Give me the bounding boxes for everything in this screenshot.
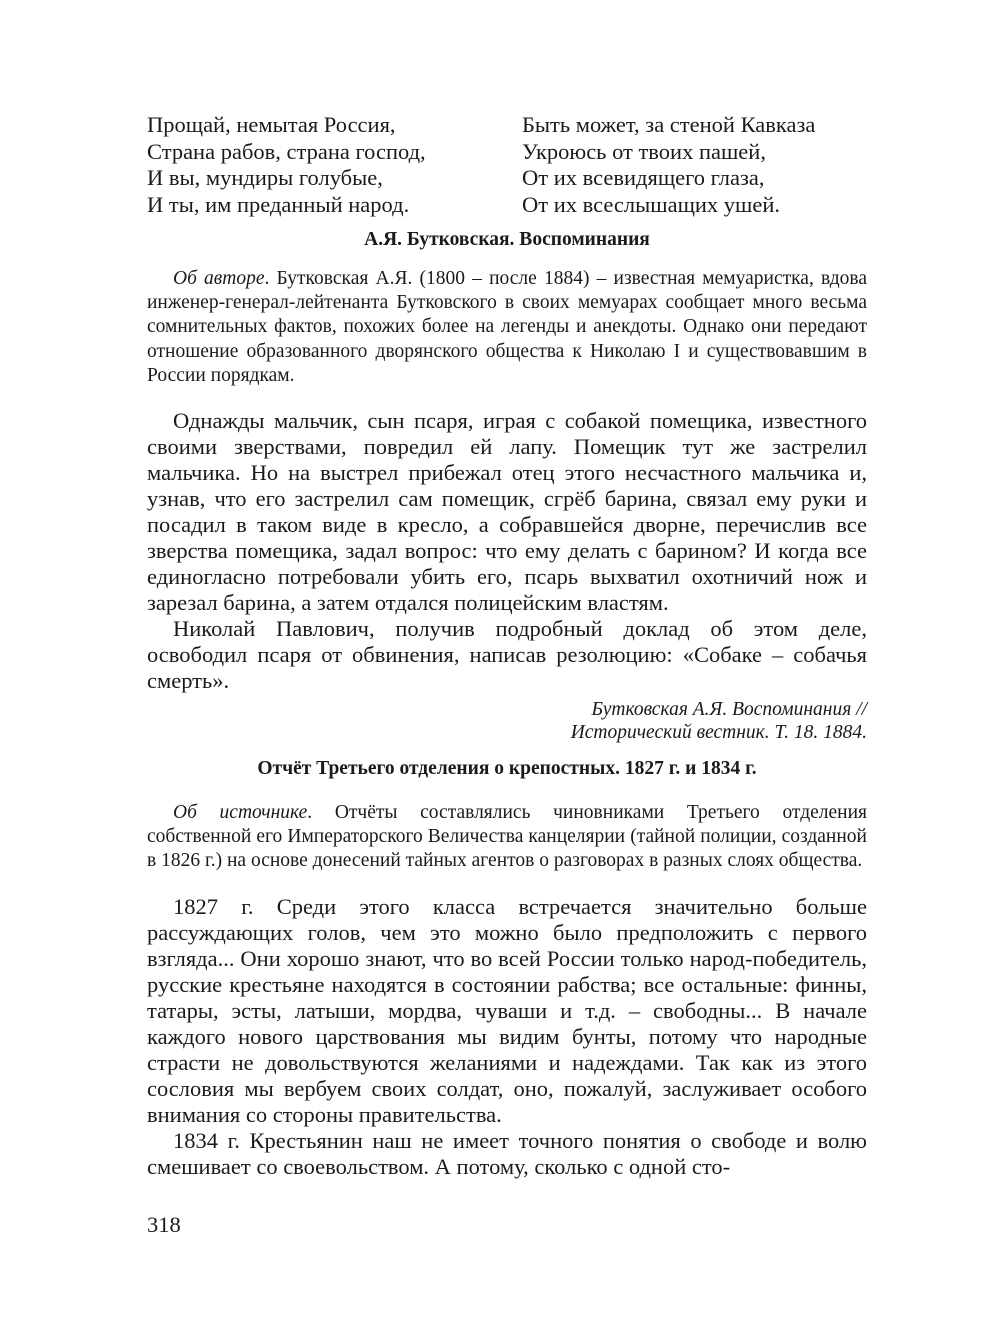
poem-line: Быть может, за стеной Кавказа bbox=[522, 112, 816, 137]
citation-line: Бутковская А.Я. Воспоминания // bbox=[591, 699, 867, 721]
poem-line: От их всевидящего глаза, bbox=[522, 165, 765, 190]
page-number: 318 bbox=[147, 1212, 181, 1237]
citation-line: Исторический вестник. Т. 18. 1884. bbox=[570, 721, 867, 743]
poem-line: Страна рабов, страна господ, bbox=[147, 138, 426, 164]
page-content bbox=[147, 112, 867, 1180]
about-text: . Отчёты составлялись чиновниками Третьего отделения собственной его Императорского Величества канцелярии (тайной полиции, созданной в 1826 г.) на основе донесений тайных агентов о разговорах в разных слоях общества. bbox=[147, 802, 867, 872]
poem-line: От их всеслышащих ушей. bbox=[522, 191, 781, 217]
poem-line: Прощай, немытая Россия, bbox=[147, 112, 396, 137]
about-label: Об авторе bbox=[173, 268, 265, 289]
paragraph: 1834 г. Крестьянин наш не имеет точного понятия о свободе и волю смешивает со своевольством. А потому, сколько с одной сто- bbox=[147, 1127, 867, 1179]
paragraph: 1827 г. Среди этого класса встречается значительно больше рассуждающих голов, чем это можно было предположить с первого взгляда... Они хорошо знают, что во всей России только народ-победитель, русские крестьяне находятся в состоянии рабства; все остальные: финны, татары, эсты, латыши, мордва, чуваши и т.д. – свободны... В начале каждого нового царствования мы видим бунты, потому что народные страсти не довольствуются желаниями и надеждами. Так как из этого сословия мы вербуем своих солдат, оно, пожалуй, заслуживает особого внимания со стороны правительства. bbox=[147, 893, 867, 1127]
poem-line: И ты, им преданный народ. bbox=[147, 191, 410, 217]
poem-left-column bbox=[147, 112, 426, 218]
paragraph: Однажды мальчик, сын псаря, играя с собакой помещика, известного своими зверствами, повредил ей лапу. Помещик тут же застрелил мальчика. Но на выстрел прибежал отец этого несчастного мальчика и, узнав, что его застрелил сам помещик, сгрёб барина, связал ему руки и посадил в таком виде в кресло, а собравшейся дворне, перечислив все зверства помещика, задал вопрос: что ему делать с барином? И когда все единогласно потребовали убить его, псарь выхватил охотничий нож и зарезал барина, а затем отдался полицейским властям. bbox=[147, 408, 867, 616]
poem-right-column bbox=[522, 112, 867, 218]
poem bbox=[147, 112, 867, 218]
about-label: Об источнике bbox=[173, 802, 308, 824]
section-heading-butkovskaya: А.Я. Бутковская. Воспоминания bbox=[364, 229, 650, 250]
poem-line: И вы, мундиры голубые, bbox=[147, 165, 383, 190]
poem-line: Укроюсь от твоих пашей, bbox=[522, 138, 766, 164]
about-source bbox=[147, 801, 867, 874]
about-text: . Бутковская А.Я. (1800 – после 1884) – известная мемуаристка, вдова инженер-генерал-лейтенанта Бутковского в своих мемуарах сообщает много весьма сомнительных фактов, похожих более на легенды и анекдоты. Однако они передают отношение образованного дворянского общества к Николаю I и существовавшим в России порядкам. bbox=[147, 268, 868, 386]
paragraph: Николай Павлович, получив подробный доклад об этом деле, освободил псаря от обвинения, написав резолюцию: «Собаке – собачья смерть». bbox=[147, 616, 867, 694]
section-heading-report: Отчёт Третьего отделения о крепостных. 1827 г. и 1834 г. bbox=[257, 758, 757, 780]
about-author bbox=[147, 267, 867, 388]
